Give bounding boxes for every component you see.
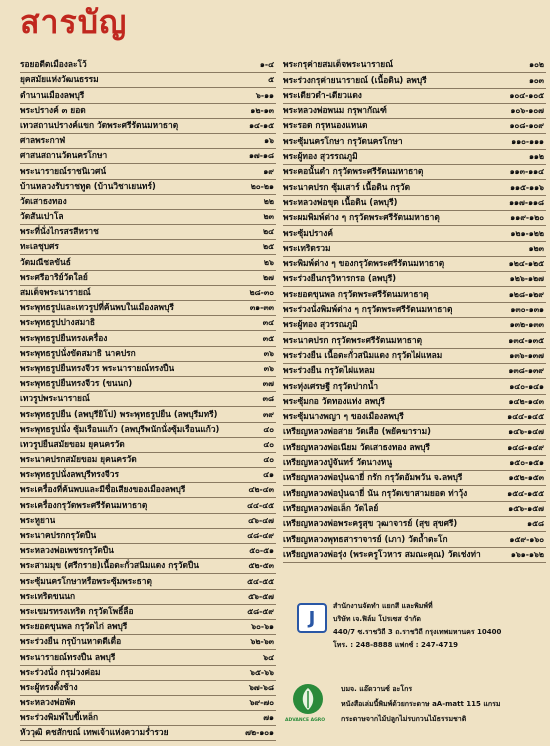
toc-entry-title: พระเทริดขนนก — [20, 590, 76, 601]
toc-entry-title: เหรียญหลวงพ่อรุ่ง (พระครูโวหาร สมณะคุณ) วัดเช่งท่า — [283, 548, 481, 559]
toc-entry-page: ๒๖ — [263, 257, 274, 267]
toc-entry-title: พระกรุค่ายสมเด็จพระนารายณ์ — [283, 59, 393, 70]
toc-entry-title: วัดสันเปาโล — [20, 211, 64, 222]
toc-entry-page: ๕๔-๕๕ — [247, 576, 274, 586]
toc-entry — [20, 210, 276, 225]
toc-entry — [20, 590, 276, 605]
toc-entry — [20, 164, 276, 179]
toc-entry — [20, 726, 276, 741]
toc-entry-title: พระปรางค์ ๓ ยอด — [20, 104, 86, 115]
toc-entry — [283, 104, 546, 119]
toc-entry-page: ๑๕๔-๑๕๕ — [507, 488, 544, 498]
toc-entry-title: วัดเสาธงทอง — [20, 195, 67, 206]
toc-entry — [283, 364, 546, 379]
toc-entry — [20, 377, 276, 392]
toc-entry-page: ๑๑๓-๑๑๔ — [509, 167, 544, 177]
toc-entry-title: เหรียญหลวงพ่อเนียม วัดเสาธงทอง ลพบุรี — [283, 441, 430, 452]
toc-entry — [20, 104, 276, 119]
sponsor-line-1: บมจ. แอ๊ดวานซ์ อะโกร — [341, 685, 413, 693]
toc-entry-page: ๑๔๖-๑๔๗ — [508, 427, 544, 437]
toc-entry-title: เหรียญหลวงพ่อปุ่นฉายี่ กรัก กรุวัดอัมพวัน จ.ลพบุรี — [283, 472, 463, 483]
toc-entry-title: พระพุทธรูปนั่งลพบุรีทรงจีวร — [20, 469, 119, 480]
toc-entry — [283, 196, 546, 211]
toc-entry-title: พระพุทธรูปและเทวรูปที่ค้นพบในเมืองลพบุรี — [20, 302, 174, 313]
toc-entry-page: ๔๒-๔๓ — [248, 485, 274, 495]
toc-entry — [20, 711, 276, 726]
toc-entry-page: ๑๕๐-๑๕๑ — [509, 458, 544, 468]
toc-entry-page: ๒๔ — [262, 227, 274, 237]
toc-entry-title: พระนาคปรก ซุ้มเสาร์ เนื้อดิน กรุวัด — [283, 181, 411, 192]
toc-entry — [20, 134, 276, 149]
toc-entry-page: ๑๓๘-๑๓๙ — [508, 366, 544, 376]
toc-entry — [283, 226, 546, 241]
toc-entry-title: เทวรูปยืนสมัยขอม ยุคนครวัด — [20, 438, 125, 449]
toc-entry-title: พระหลวงพ่อเพชรกรุวัดปืน — [20, 545, 114, 556]
toc-entry — [283, 303, 546, 318]
publisher-address: 440/7 ซ.ราชวิถี 3 ถ.ราชวิถี กรุงเทพมหานคร 10400 — [333, 628, 502, 636]
toc-entry-title: พระเครื่องที่ค้นพบและมีชื่อเสียงของเมืองลพบุรี — [20, 484, 186, 495]
toc-entry-page: ๓๖ — [263, 348, 274, 358]
toc-entry — [20, 392, 276, 407]
toc-entry — [283, 58, 546, 73]
toc-entry-page: ๑๔๔-๑๔๕ — [507, 412, 544, 422]
toc-entry — [283, 89, 546, 104]
toc-entry-page: ๑๓๒-๑๓๓ — [509, 320, 544, 330]
toc-entry-page: ๑๕๙-๑๖๐ — [509, 534, 544, 544]
publisher-info — [283, 597, 546, 655]
toc-entry-page: ๑๔๘-๑๔๙ — [507, 442, 544, 452]
toc-entry — [283, 440, 546, 455]
toc-entry — [20, 255, 276, 270]
toc-entry-page: ๑๓๔-๑๓๕ — [508, 335, 544, 345]
publisher-line-1: สำนักงานจัดทำ แยกสี และพิมพ์ที่ — [333, 602, 433, 610]
toc-entry-page: ๑๑๗-๑๑๘ — [509, 197, 544, 207]
toc-entry-title: พระร่วงยืนกรุวิหารกรอ (ลพบุรี) — [283, 273, 397, 284]
toc-entry — [283, 349, 546, 364]
sponsor-line-3: กระดาษจากไม้ปลูกไม่รบกวนไม้ธรรมชาติ — [341, 715, 467, 723]
toc-entry-page: ๔๘-๔๙ — [247, 531, 274, 540]
toc-entry — [20, 483, 276, 498]
toc-entry — [20, 407, 276, 422]
toc-entry-page: ๔๔-๔๕ — [247, 500, 274, 510]
toc-entry-page: ๖๗-๖๘ — [248, 682, 274, 692]
toc-entry-page: ๒๕ — [262, 242, 274, 252]
toc-entry — [283, 211, 546, 226]
toc-entry — [20, 119, 276, 134]
toc-entry — [283, 502, 546, 517]
toc-right-column — [283, 58, 546, 563]
toc-entry — [283, 379, 546, 394]
toc-entry-title: เหรียญหลวงปู่จันทร์ วัดนางหนู — [283, 457, 393, 468]
toc-entry — [20, 666, 276, 681]
toc-entry — [283, 532, 546, 547]
toc-entry — [20, 286, 276, 301]
toc-entry — [20, 559, 276, 574]
toc-entry-title: เทวสถานปรางค์แขก วัดพระศรีรัตนมหาธาตุ — [20, 119, 179, 130]
toc-entry — [20, 514, 276, 529]
toc-entry-page: ๑๓๐-๑๓๑ — [510, 305, 544, 315]
toc-entry — [283, 180, 546, 195]
toc-entry-title: วัดมณีชลขันธ์ — [20, 256, 71, 267]
toc-entry-page: ๔๑ — [263, 470, 274, 480]
toc-entry-title: พระสามมุข (ศรีกราย)เนื้อตะกั่วสนิมแดง กรุวัดปืน — [20, 560, 199, 571]
toc-entry-title: พระนารายณ์ราชนิเวศน์ — [20, 165, 107, 176]
toc-entry-page: ๖๐-๖๑ — [251, 622, 274, 632]
toc-entry-page: ๖-๑๑ — [255, 90, 274, 100]
toc-entry-page: ๓๖ — [263, 363, 274, 373]
toc-entry — [20, 650, 276, 665]
toc-entry-title: พระพุทธรูปนั่งขัดสมาธิ นาคปรก — [20, 347, 136, 358]
toc-entry-title: หัววุฒิ คชสักขณ์ เทพเจ้าแห่งความร่ำรวย — [20, 727, 169, 738]
toc-entry-page: ๑๖ — [264, 136, 274, 146]
toc-entry-title: พระศรีอาริย์วัดใลย์ — [20, 271, 88, 282]
toc-entry-title: พระร่วงพิมพ์ใบขี้เหล็ก — [20, 712, 99, 723]
toc-entry-page: ๓๕ — [262, 333, 274, 343]
toc-entry — [283, 134, 546, 149]
toc-entry-title: พระผมพิมพ์ต่าง ๆ กรุวัดพระศรีรัตนมหาธาตุ — [283, 212, 440, 223]
toc-entry — [20, 73, 276, 88]
toc-entry — [20, 316, 276, 331]
toc-entry — [283, 517, 546, 532]
toc-entry — [20, 498, 276, 513]
toc-entry-title: เหรียญหลวงพ่อเล็ก วัดไลย์ — [283, 502, 379, 513]
toc-entry — [20, 620, 276, 635]
toc-entry-page: ๓๘ — [262, 394, 274, 404]
toc-entry-page: ๓๑-๓๓ — [249, 303, 274, 313]
toc-entry-page: ๑๒๔-๑๒๕ — [508, 259, 544, 269]
toc-entry — [283, 165, 546, 180]
toc-entry-page: ๑๗-๑๘ — [248, 151, 274, 161]
toc-entry-page: ๓๙ — [262, 409, 274, 419]
toc-entry-page: ๑๐๓ — [528, 75, 544, 85]
toc-entry-page: ๑๖๑-๑๖๒ — [510, 549, 544, 559]
toc-entry — [20, 271, 276, 286]
toc-entry-page: ๑-๔ — [259, 60, 274, 70]
toc-entry-page: ๔๐ — [263, 455, 274, 465]
toc-entry-page: ๔๖-๔๗ — [248, 515, 274, 525]
toc-entry — [283, 548, 546, 563]
toc-entry-page: ๑๑๐-๑๑๑ — [511, 136, 544, 146]
toc-entry-title: เหรียญหลวงพ่อปุ่นฉายี่ นัน กรุวัดเขาสามยอด ท่าวุ้ง — [283, 487, 468, 498]
toc-entry-page: ๗๑ — [263, 713, 274, 723]
toc-entry-title: พระพุทธรูปยืนทรงเครื่อง — [20, 332, 108, 343]
toc-entry — [20, 225, 276, 240]
toc-entry — [283, 257, 546, 272]
toc-entry-page: ๒๘-๓๐ — [249, 288, 274, 297]
toc-entry-page: ๑๐๖-๑๐๗ — [510, 106, 544, 116]
advance-agro-logo — [291, 682, 325, 716]
toc-entry-page: ๓๔ — [262, 318, 274, 328]
toc-entry — [283, 287, 546, 302]
toc-entry-title: พระซุ้มกอ วัดทองแท่ง ลพบุรี — [283, 395, 385, 406]
toc-entry-title: พระพุทธรูปยืนทรงจีวร พระนารายณ์ทรงปืน — [20, 362, 175, 373]
toc-entry-title: พระนาคปรกกรุวัดปืน — [20, 530, 97, 540]
toc-entry-page: ๑๑๙-๑๒๐ — [510, 213, 544, 223]
toc-entry-title: เหรียญหลวงพุทธสาราจารย์ (เภา) วัดถ้ำตะโก — [283, 533, 448, 544]
toc-entry-page: ๖๔ — [263, 652, 274, 662]
toc-entry-page: ๑๔-๑๕ — [249, 120, 274, 130]
toc-entry — [20, 180, 276, 195]
toc-entry — [20, 529, 276, 544]
toc-entry-page: ๒๗ — [262, 272, 274, 282]
toc-entry-page: ๑๒๖-๑๒๗ — [509, 274, 544, 284]
toc-entry-title: พระเทริดรวม — [283, 242, 331, 253]
toc-entry — [20, 574, 276, 589]
toc-entry-title: พระที่นั่งไกรสรสีหราช — [20, 226, 99, 237]
toc-entry-page: ๖๕-๖๖ — [250, 667, 274, 677]
toc-entry — [20, 195, 276, 210]
toc-entry — [283, 272, 546, 287]
toc-entry-title: พระซุ้มปรางค์ — [283, 227, 333, 238]
advance-agro-label: ADVANCE AGRO — [285, 718, 326, 723]
toc-entry — [20, 635, 276, 650]
toc-entry-title: พระหลวงพ่อขุด เนื้อดิน (ลพบุรี) — [283, 196, 398, 207]
sponsor-line-2: หนังสือเล่มนี้พิมพ์ด้วยกระดาษ aA-matt 115 แกรม — [341, 700, 501, 708]
toc-entry — [20, 468, 276, 483]
toc-entry-page: ๑๒-๑๓ — [250, 105, 274, 115]
toc-entry-page: ๕๘-๕๙ — [247, 606, 274, 616]
toc-entry-title: พระพุทธรูปยืน (ลพบุรียิโป) พระพุทธรูปยืน (ลพบุรีมทรี) — [20, 408, 218, 419]
toc-entry — [20, 240, 276, 255]
toc-entry-title: พระซุ้มนางพญา ๆ ของเมืองลพบุรี — [283, 411, 404, 422]
toc-entry-title: สมเด็จพระนารายณ์ — [20, 287, 91, 297]
toc-entry-page: ๔๐ — [263, 439, 274, 449]
toc-entry — [283, 119, 546, 134]
toc-entry — [283, 425, 546, 440]
toc-entry-page: ๒๒ — [263, 196, 274, 206]
toc-entry-title: ทะเลชุบศร — [20, 241, 59, 252]
toc-entry-title: ยุคสมัยแห่งวัฒนธรรม — [20, 74, 99, 85]
toc-entry-title: บ้านหลวงรับราชทูต (บ้านวิชาเยนทร์) — [20, 180, 156, 191]
publisher-line-2: บริษัท เจ.ฟิล์ม โปรเซส จำกัด — [333, 615, 421, 623]
toc-entry-page: ๒๐-๒๑ — [250, 181, 274, 191]
toc-entry — [283, 471, 546, 486]
toc-entry-title: พระยอดขุนพล กรุวัดไก่ ลพบุรี — [20, 621, 128, 632]
toc-entry-title: เทวรูปพระนารายณ์ — [20, 393, 90, 404]
toc-entry — [20, 301, 276, 316]
toc-entry-title: พระผู้ทอง สุวรรณภูมิ — [283, 151, 358, 162]
toc-entry-page: ๑๐๒ — [529, 60, 544, 70]
toc-entry-page: ๖๒-๖๓ — [250, 637, 274, 647]
toc-entry-page: ๑๐๔-๑๐๕ — [509, 90, 544, 100]
toc-entry-title: พระเขมรทรงเทริด กรุวัดโพธิ์ลือ — [20, 605, 134, 616]
toc-entry — [20, 605, 276, 620]
toc-entry-title: ตำนานเมืองลพบุรี — [20, 89, 85, 100]
toc-entry-page: ๑๕๘ — [527, 519, 544, 529]
toc-entry-page: ๓๗ — [262, 379, 274, 389]
toc-entry — [283, 456, 546, 471]
publisher-phone: โทร. : 248-8888 แฟกซ์ : 247-4719 — [333, 641, 459, 649]
toc-entry-title: พระร่วงยืน เนื้อตะกั่วสนิมแดง กรุวัดไผ่แหลม — [283, 349, 443, 360]
toc-entry-title: พระรอด กรุหนองแหนด — [283, 120, 368, 131]
toc-entry-page: ๗๒-๑๐๑ — [245, 728, 274, 738]
toc-entry-title: พระร่วงนั่งพิมพ์ต่าง ๆ กรุวัดพระศรีรัตนมหาธาตุ — [283, 304, 453, 315]
toc-entry — [20, 362, 276, 377]
toc-entry-title: พระเครื่องกรุวัดพระศรีรัตนมหาธาตุ — [20, 499, 148, 510]
toc-entry-title: พระผู้ทอง สุวรรณภูมิ — [283, 319, 358, 330]
toc-entry-page: ๔๐ — [263, 424, 274, 434]
toc-entry-page: ๑๐๘-๑๐๙ — [509, 121, 544, 131]
toc-entry-title: พระหลวงพ่อพัด — [20, 697, 76, 708]
toc-entry-page: ๑๙ — [263, 166, 274, 176]
toc-entry — [20, 453, 276, 468]
toc-entry — [283, 318, 546, 333]
toc-entry-title: พระพุทธรูปยืนทรงจีวร (ขนนก) — [20, 378, 133, 389]
toc-entry-page: ๑๒๘-๑๒๙ — [508, 289, 544, 299]
toc-entry-page: ๑๔๐-๑๔๑ — [509, 381, 544, 391]
toc-entry-title: พระนารายณ์ทรงปืน ลพบุรี — [20, 651, 116, 662]
toc-entry-title: พระพุทธรูปนั่ง ซุ้มเรือนแก้ว (ลพบุรีพนักนั่งซุ้มเรือนแก้ว) — [20, 423, 220, 434]
toc-left-column — [20, 58, 276, 741]
toc-entry — [283, 150, 546, 165]
toc-entry-page: ๕๖-๕๗ — [248, 591, 274, 601]
toc-entry — [20, 88, 276, 103]
toc-entry — [283, 486, 546, 501]
toc-entry-title: พระหลวงพ่อพนม กรุพากัณฑ์ — [283, 105, 387, 116]
toc-entry-page: ๕๐-๕๑ — [249, 546, 274, 556]
toc-entry-title: พระยอดขุนพล กรุวัดพระศรีรัตนมหาธาตุ — [283, 288, 429, 299]
toc-entry — [283, 395, 546, 410]
toc-entry-page: ๑๒๑-๑๒๒ — [510, 228, 544, 238]
toc-entry-title: พระซุ้มนครโกษาหรือพระซุ้มพระธาตุ — [20, 575, 152, 586]
toc-entry-title: พระหูยาน — [20, 514, 56, 525]
page-title: สารบัญ — [20, 3, 128, 41]
toc-entry — [20, 423, 276, 438]
toc-entry-title: รอยอดีตเมืองละโว้ — [20, 59, 87, 70]
toc-entry-title: เหรียญหลวงพ่อพระครูสุข วุฒาจารย์ (สุข สุขศรี) — [283, 518, 458, 529]
toc-entry-page: ๖๙-๗๐ — [249, 698, 274, 708]
toc-entry-page: ๑๒๓ — [528, 243, 544, 253]
toc-entry-page: ๑๕๒-๑๕๓ — [508, 473, 544, 483]
toc-entry — [20, 681, 276, 696]
toc-entry-title: พระพุทธรูปปางสมาธิ — [20, 317, 96, 328]
toc-entry-page: ๕ — [268, 75, 274, 85]
toc-entry-title: พระทุ่งเศรษฐี กรุวัดปากน้ำ — [283, 380, 379, 391]
toc-entry-title: พระร่วงยืน กรุวัดไผ่แหลม — [283, 365, 375, 376]
toc-entry-title: พระผู้ทรงตั้งช้าง — [20, 681, 78, 692]
toc-entry — [20, 438, 276, 453]
toc-entry — [283, 242, 546, 257]
toc-entry-title: พระร่วงกรุค่ายนารายณ์ (เนื้อดิน) ลพบุรี — [283, 74, 427, 85]
paper-sponsor-info — [283, 678, 546, 733]
toc-entry-title: พระร่วงนั่ง กรุม่วงค่อม — [20, 666, 101, 677]
toc-entry-title: ศาลพระกาฬ — [20, 135, 66, 146]
toc-entry — [20, 544, 276, 559]
toc-entry-title: พระพิมพ์ต่าง ๆ ของกรุวัดพระศรีรัตนมหาธาตุ — [283, 258, 445, 269]
toc-entry — [283, 410, 546, 425]
toc-entry-title: พระเดียวดำ-เดียวแดง — [283, 89, 362, 100]
toc-entry — [20, 149, 276, 164]
toc-entry-title: พระนาคปรกสมัยขอม ยุคนครวัด — [20, 454, 137, 465]
publisher-logo: J — [297, 603, 327, 633]
toc-entry-title: พระคอนั้นดำ กรุวัดพระศรีรัตนมหาธาตุ — [283, 166, 424, 177]
toc-entry — [283, 73, 546, 88]
toc-entry — [20, 58, 276, 73]
toc-entry-title: พระซุ้มนครโกษา กรุวัดนครโกษา — [283, 135, 403, 146]
toc-entry-page: ๑๓๖-๑๓๗ — [509, 350, 544, 360]
toc-entry-page: ๒๓ — [263, 212, 274, 222]
toc-entry-page: ๑๑๕-๑๑๖ — [510, 182, 544, 192]
toc-entry-title: ศาสนสถานวัดนครโกษา — [20, 150, 108, 161]
toc-entry — [20, 331, 276, 346]
toc-entry-page: ๑๑๒ — [528, 152, 544, 162]
toc-entry-page: ๑๔๒-๑๔๓ — [508, 396, 544, 406]
toc-entry-title: พระร่วงยืน กรุบ้านหาดดีเดื่อ — [20, 636, 122, 647]
toc-entry — [20, 696, 276, 711]
toc-entry-page: ๑๕๖-๑๕๗ — [508, 503, 544, 513]
toc-entry-title: พระนาคปรก กรุวัดพระศรีรัตนมหาธาตุ — [283, 334, 423, 345]
toc-entry — [283, 333, 546, 348]
toc-entry — [20, 347, 276, 362]
toc-entry-page: ๕๒-๕๓ — [248, 561, 274, 571]
toc-entry-title: เหรียญหลวงพ่อสาย วัดเสือ (พยัคฆาราม) — [283, 426, 431, 437]
